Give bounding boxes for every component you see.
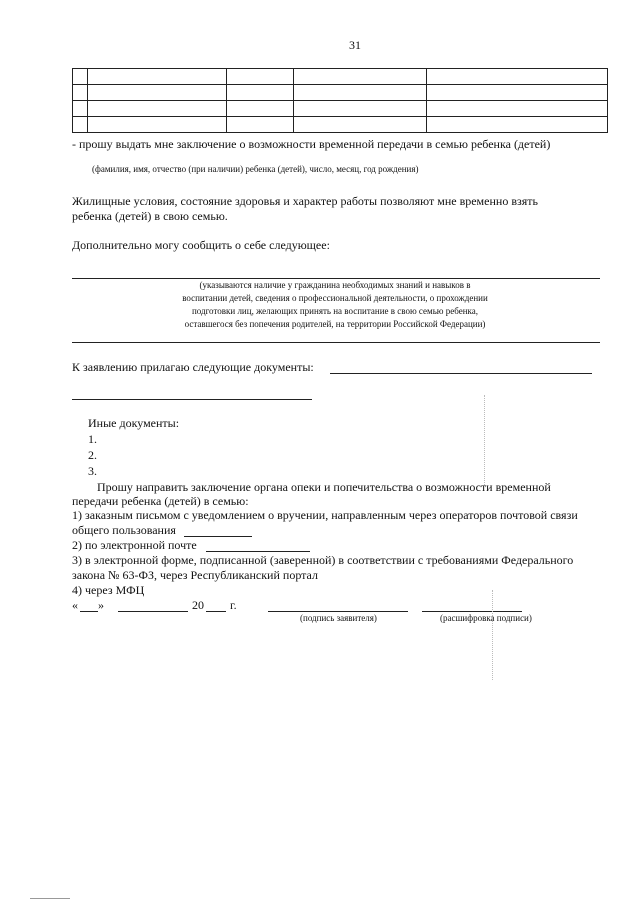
option-4: 4) через МФЦ xyxy=(72,583,145,597)
request-line: - прошу выдать мне заключение о возможности временной передачи в семью ребенка (детей) xyxy=(72,137,551,151)
additional-caption-line-4: оставшегося без попечения родителей, на территории Российской Федерации) xyxy=(184,319,486,329)
other-docs-label: Иные документы: xyxy=(88,416,180,430)
additional-caption-line-3: подготовки лиц, желающих принять на воспитание в свою семью ребенка, xyxy=(191,306,479,316)
signature-caption: (подпись заявителя) xyxy=(300,613,377,623)
table-row xyxy=(73,69,608,85)
page-number: 31 xyxy=(349,38,361,52)
page-corner-mark xyxy=(30,898,70,899)
conditions-line-1: Жилищные условия, состояние здоровья и характер работы позволяют мне временно взять xyxy=(72,194,538,208)
additional-caption-line-1: (указываются наличие у гражданина необходимых знаний и навыков в xyxy=(199,280,471,290)
other-doc-1: 1. xyxy=(88,432,97,446)
option-1-line-2: общего пользования xyxy=(72,523,176,537)
option-3-line-1: 3) в электронной форме, подписанной (заверенной) в соответствии с требованиями Федерального xyxy=(72,553,574,567)
option-2-blank xyxy=(206,551,310,552)
attach-label: К заявлению прилагаю следующие документы: xyxy=(72,360,314,374)
signature-decode-caption: (расшифровка подписи) xyxy=(440,613,532,623)
date-open-quote: « xyxy=(72,598,78,612)
table-row xyxy=(73,85,608,101)
other-doc-3: 3. xyxy=(88,464,97,478)
date-year-suffix: г. xyxy=(230,598,237,612)
option-2: 2) по электронной почте xyxy=(72,538,197,552)
attach-line-2 xyxy=(72,399,312,400)
option-3-line-2: закона № 63-ФЗ, через Республиканский портал xyxy=(72,568,318,582)
scan-artifact-line xyxy=(492,590,493,680)
date-month-blank xyxy=(118,611,188,612)
option-1-line-1: 1) заказным письмом с уведомлением о вручении, направленным через операторов почтовой связи xyxy=(72,508,578,522)
signature-decode-line xyxy=(422,611,522,612)
send-request-line-1: Прошу направить заключение органа опеки и попечительства о возможности временной xyxy=(97,480,551,494)
request-caption: (фамилия, имя, отчество (при наличии) ребенка (детей), число, месяц, год рождения) xyxy=(92,164,419,174)
scan-artifact-line xyxy=(484,395,485,485)
send-request-line-2: передачи ребенка (детей) в семью: xyxy=(72,494,249,508)
date-day-blank xyxy=(80,611,98,612)
data-table xyxy=(72,68,608,133)
conditions-line-2: ребенка (детей) в свою семью. xyxy=(72,209,228,223)
signature-line xyxy=(268,611,408,612)
option-1-blank xyxy=(184,536,252,537)
additional-info-line xyxy=(72,278,600,279)
additional-info-line-2 xyxy=(72,342,600,343)
date-year-blank xyxy=(206,611,226,612)
additional-info-label: Дополнительно могу сообщить о себе следующее: xyxy=(72,238,330,252)
table-row xyxy=(73,117,608,133)
additional-caption-line-2: воспитании детей, сведения о профессиональной деятельности, о прохождении xyxy=(182,293,488,303)
date-year-prefix: 20 xyxy=(192,598,204,612)
attach-line xyxy=(330,373,592,374)
date-close-quote: » xyxy=(98,598,104,612)
other-doc-2: 2. xyxy=(88,448,97,462)
table-row xyxy=(73,101,608,117)
